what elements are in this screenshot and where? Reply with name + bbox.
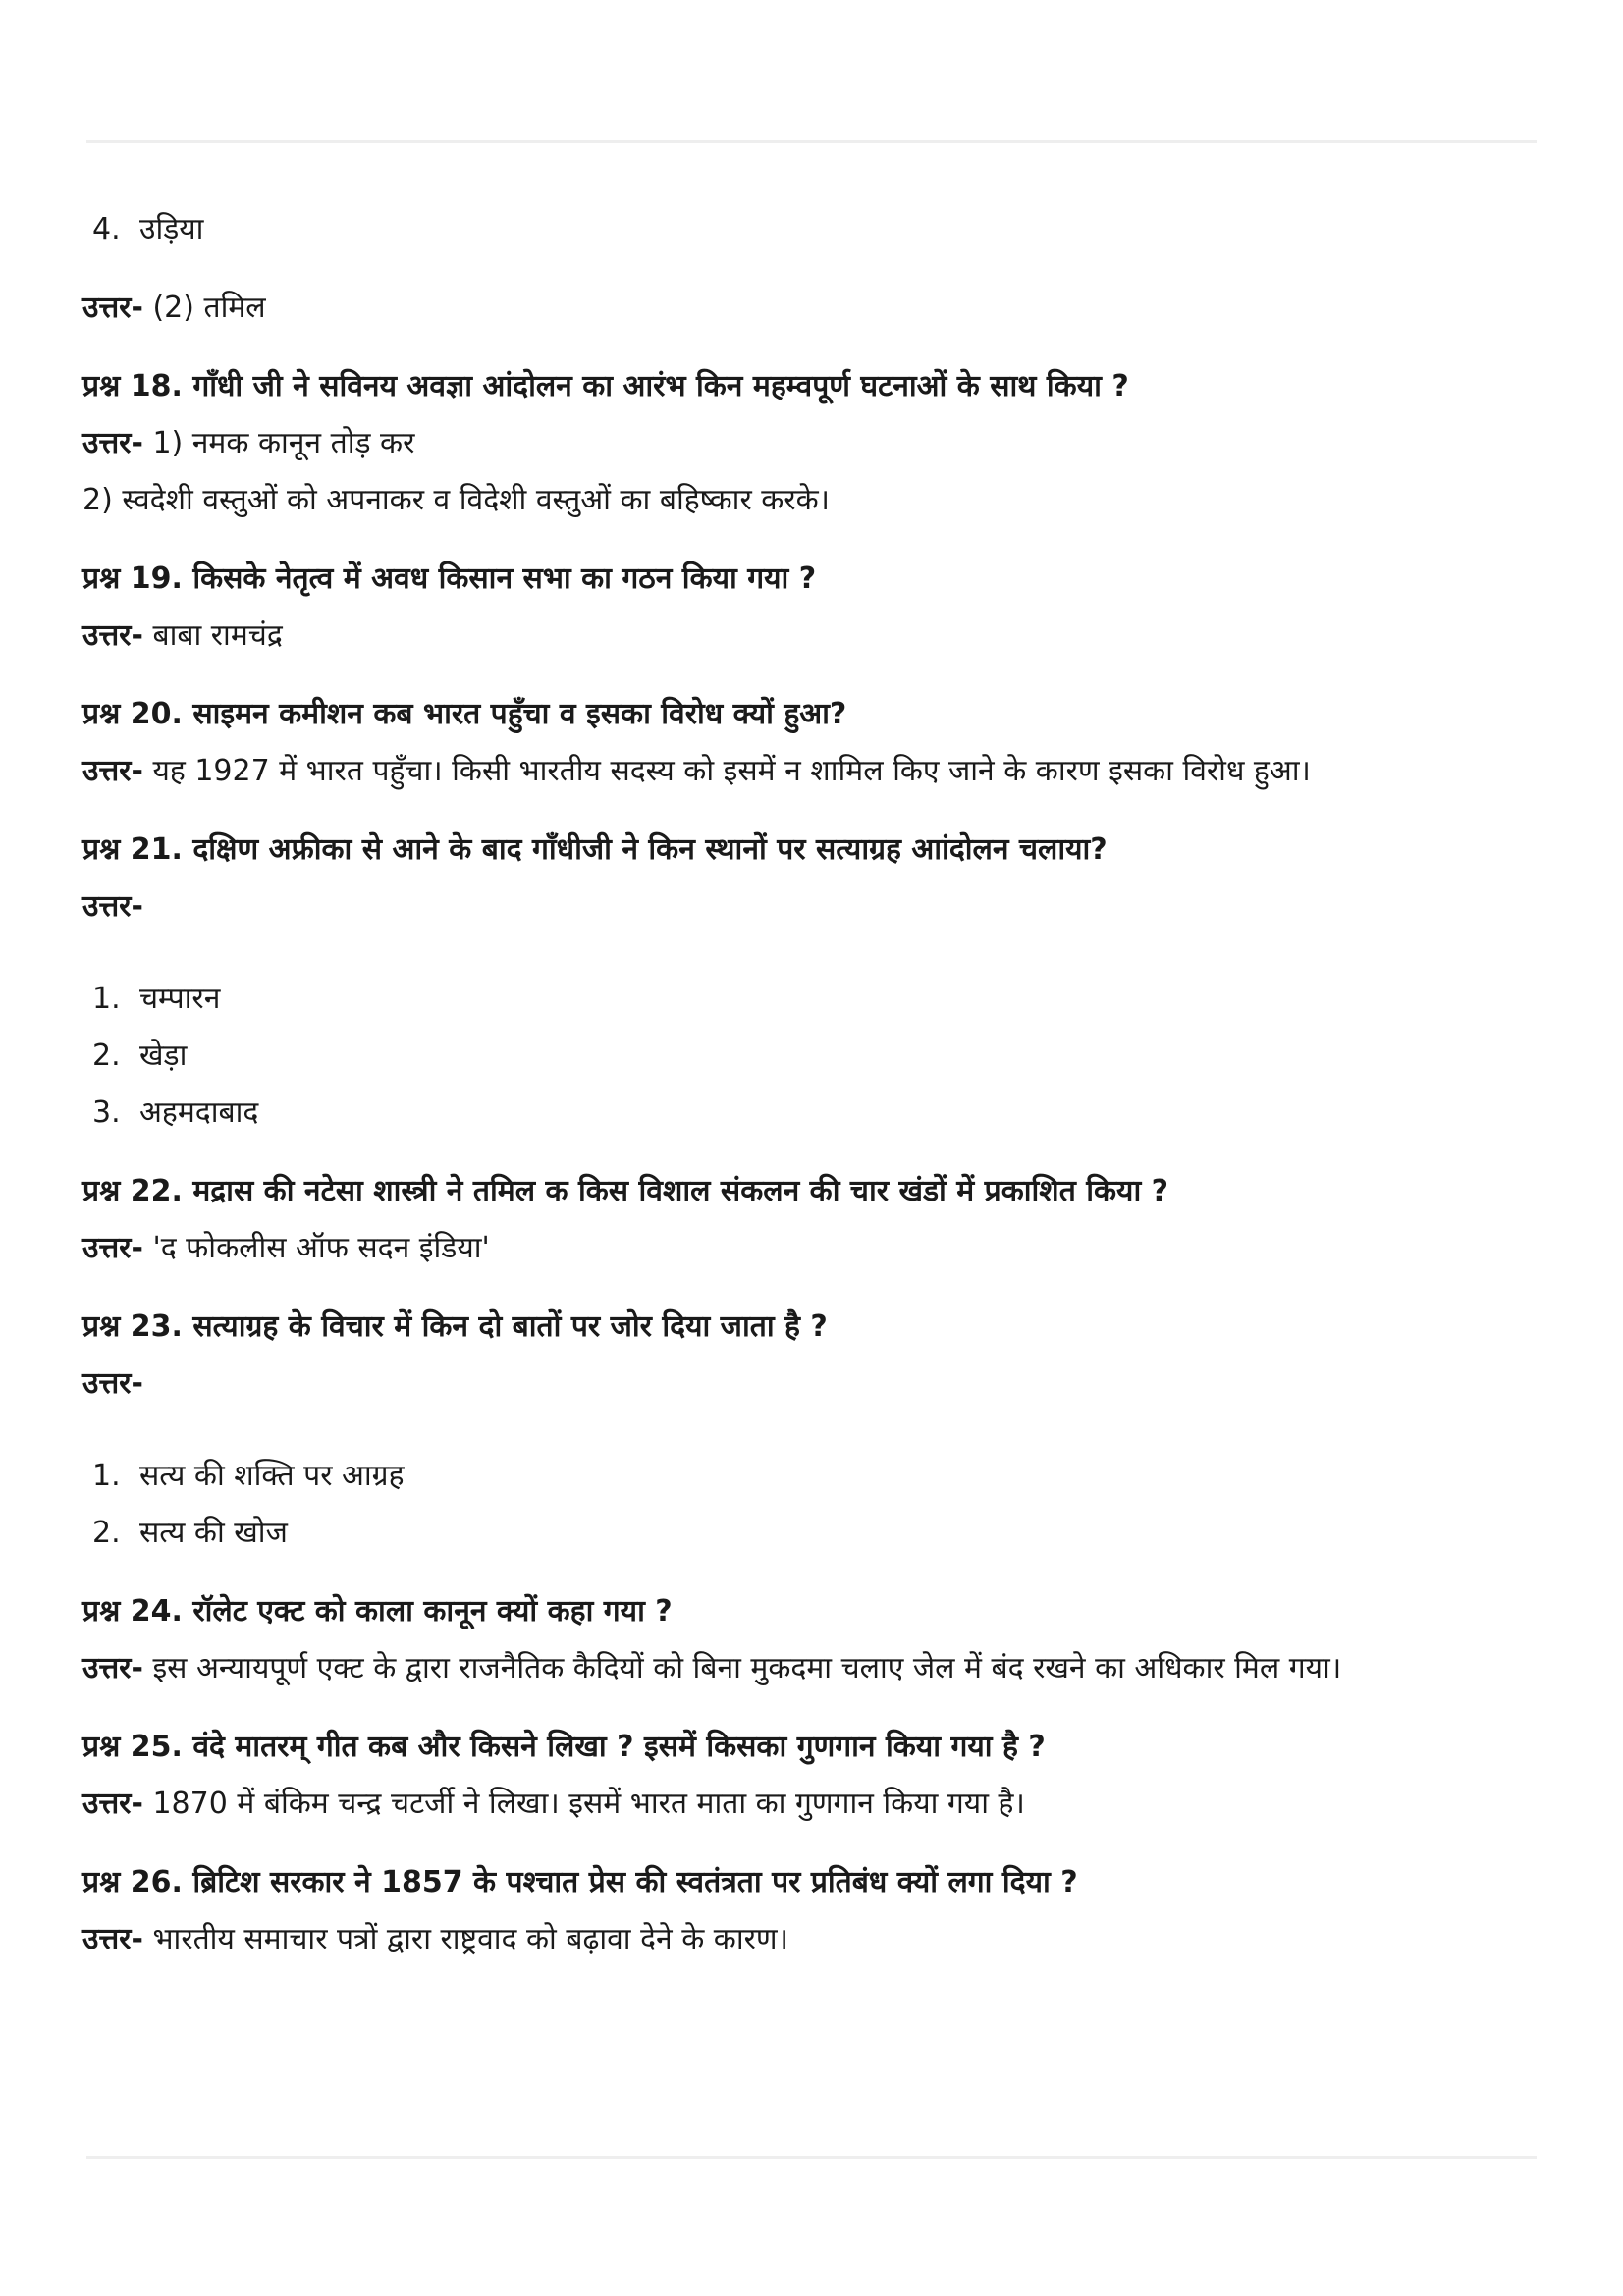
question-25: प्रश्न 25. वंदे मातरम् गीत कब और किसने लिखा ? इसमें किसका गुणगान किया गया है ? bbox=[82, 1730, 1046, 1764]
question-24: प्रश्न 24. रॉलेट एक्ट को काला कानून क्यों कहा गया ? bbox=[82, 1594, 673, 1629]
answer-20 bbox=[82, 743, 1545, 800]
bottom-divider bbox=[86, 2156, 1537, 2159]
answer-22 bbox=[82, 1220, 1545, 1277]
list-item bbox=[82, 201, 1545, 258]
answer-19 bbox=[82, 608, 1545, 665]
answer-23-list bbox=[82, 1448, 1545, 1562]
answer-label: उत्तर- bbox=[82, 1366, 143, 1401]
list-number: 3. bbox=[92, 1095, 121, 1130]
answer-text: (2) तमिल bbox=[152, 291, 266, 325]
question-18: प्रश्न 18. गाँधी जी ने सविनय अवज्ञा आंदोलन का आरंभ किन महम्वपूर्ण घटनाओं के साथ किया ? bbox=[82, 369, 1129, 403]
answer-label: उत्तर- bbox=[82, 889, 143, 924]
list-number: 2. bbox=[92, 1039, 121, 1073]
list-number: 2. bbox=[92, 1516, 121, 1550]
answer-21-list bbox=[82, 971, 1545, 1142]
list-item bbox=[82, 971, 1545, 1028]
question-23: प्रश्न 23. सत्याग्रह के विचार में किन दो बातों पर जोर दिया जाता है ? bbox=[82, 1309, 828, 1344]
question-19: प्रश्न 19. किसके नेतृत्व में अवध किसान सभा का गठन किया गया ? bbox=[82, 561, 817, 596]
question-26: प्रश्न 26. ब्रिटिश सरकार ने 1857 के पश्चात प्रेस की स्वतंत्रता पर प्रतिबंध क्यों लगा दिया ? bbox=[82, 1865, 1078, 1899]
answer-25 bbox=[82, 1776, 1545, 1833]
answer-text: 1) नमक कानून तोड़ कर bbox=[152, 426, 415, 460]
answer-label: उत्तर- bbox=[82, 1922, 143, 1956]
question-20: प्रश्न 20. साइमन कमीशन कब भारत पहुँचा व इसका विरोध क्यों हुआ? bbox=[82, 697, 847, 731]
list-text: अहमदाबाद bbox=[139, 1095, 259, 1130]
answer-label: उत्तर- bbox=[82, 618, 143, 653]
answer-label: उत्तर- bbox=[82, 426, 143, 460]
question-22: प्रश्न 22. मद्रास की नटेसा शास्त्री ने तमिल क किस विशाल संकलन की चार खंडों में प्रकाशित किया ? bbox=[82, 1174, 1169, 1208]
list-item bbox=[82, 1085, 1545, 1142]
answer-text: बाबा रामचंद्र bbox=[152, 618, 283, 653]
list-text: उड़िया bbox=[139, 212, 204, 246]
answer-label: उत्तर- bbox=[82, 291, 143, 325]
list-text: सत्य की खोज bbox=[139, 1516, 288, 1550]
answer-18-line-1 bbox=[82, 415, 1545, 472]
answer-24 bbox=[82, 1640, 1545, 1697]
answer-text: 1870 में बंकिम चन्द्र चटर्जी ने लिखा। इसमें भारत माता का गुणगान किया गया है। bbox=[152, 1787, 1025, 1821]
list-number: 1. bbox=[92, 982, 121, 1016]
continued-option-list bbox=[82, 201, 1545, 258]
answer-text: इस अन्यायपूर्ण एक्ट के द्वारा राजनैतिक कैदियों को बिना मुकदमा चलाए जेल में बंद रखने का अधिकार मिल गया। bbox=[152, 1651, 1342, 1685]
answer-text: यह 1927 में भारत पहुँचा। किसी भारतीय सदस्य को इसमें न शामिल किए जाने के कारण इसका विरोध हुआ। bbox=[152, 754, 1311, 788]
list-text: सत्य की शक्ति पर आग्रह bbox=[139, 1459, 405, 1493]
list-number: 4. bbox=[92, 212, 121, 246]
answer-label: उत्तर- bbox=[82, 1231, 143, 1265]
answer-17 bbox=[82, 280, 1545, 337]
answer-label: उत्तर- bbox=[82, 1651, 143, 1685]
list-number: 1. bbox=[92, 1459, 121, 1493]
answer-text: भारतीय समाचार पत्रों द्वारा राष्ट्रवाद को बढ़ावा देने के कारण। bbox=[152, 1922, 788, 1956]
answer-label: उत्तर- bbox=[82, 754, 143, 788]
answer-label: उत्तर- bbox=[82, 1787, 143, 1821]
answer-18-line-2: 2) स्वदेशी वस्तुओं को अपनाकर व विदेशी वस्तुओं का बहिष्कार करके। bbox=[82, 483, 830, 517]
list-item bbox=[82, 1448, 1545, 1505]
list-item bbox=[82, 1505, 1545, 1562]
document-body bbox=[82, 201, 1545, 1968]
answer-26 bbox=[82, 1911, 1545, 1968]
answer-text: 'द फोकलीस ऑफ सदन इंडिया' bbox=[152, 1231, 490, 1265]
list-text: चम्पारन bbox=[139, 982, 221, 1016]
top-divider bbox=[86, 140, 1537, 143]
list-item bbox=[82, 1028, 1545, 1085]
question-21: प्रश्न 21. दक्षिण अफ्रीका से आने के बाद गाँधीजी ने किन स्थानों पर सत्याग्रह आांदोलन चलाया? bbox=[82, 832, 1108, 867]
list-text: खेड़ा bbox=[139, 1039, 188, 1073]
